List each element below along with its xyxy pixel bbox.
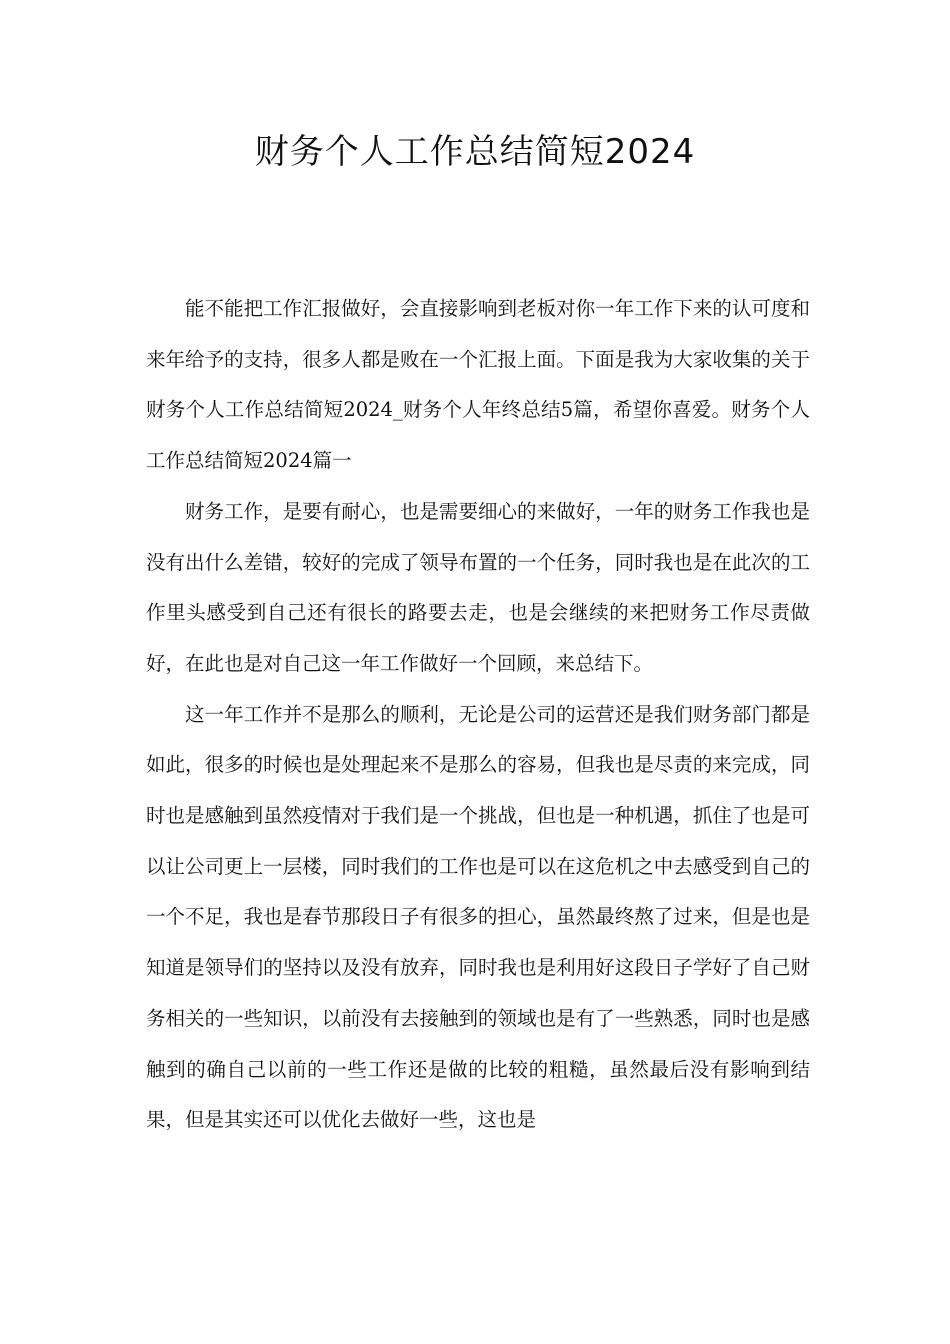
paragraph-intro: 能不能把工作汇报做好，会直接影响到老板对你一年工作下来的认可度和来年给予的支持，很多人都是败在一个汇报上面。下面是我为大家收集的关于财务个人工作总结简短2024_财务个人年终总结5篇，希望你喜爱。财务个人工作总结简短2024篇一 xyxy=(146,297,810,473)
document-body xyxy=(146,284,810,1146)
paragraph-2: 财务工作，是要有耐心，也是需要细心的来做好，一年的财务工作我也是没有出什么差错，较好的完成了领导布置的一个任务，同时我也是在此次的工作里头感受到自己还有很长的路要去走，也是会继续的来把财务工作尽责做好，在此也是对自己这一年工作做好一个回顾，来总结下。 xyxy=(146,499,810,675)
document-title: 财务个人工作总结简短2024 xyxy=(254,132,696,172)
paragraph-3: 这一年工作并不是那么的顺利，无论是公司的运营还是我们财务部门都是如此，很多的时候也是处理起来不是那么的容易，但我也是尽责的来完成，同时也是感触到虽然疫情对于我们是一个挑战，但也是一种机遇，抓住了也是可以让公司更上一层楼，同时我们的工作也是可以在这危机之中去感受到自己的一个不足，我也是春节那段日子有很多的担心，虽然最终熬了过来，但是也是知道是领导们的坚持以及没有放弃，同时我也是利用好这段日子学好了自己财务相关的一些知识，以前没有去接触到的领域也是有了一些熟悉，同时也是感触到的确自己以前的一些工作还是做的比较的粗糙，虽然最后没有影响到结果，但是其实还可以优化去做好一些，这也是 xyxy=(146,702,810,1132)
